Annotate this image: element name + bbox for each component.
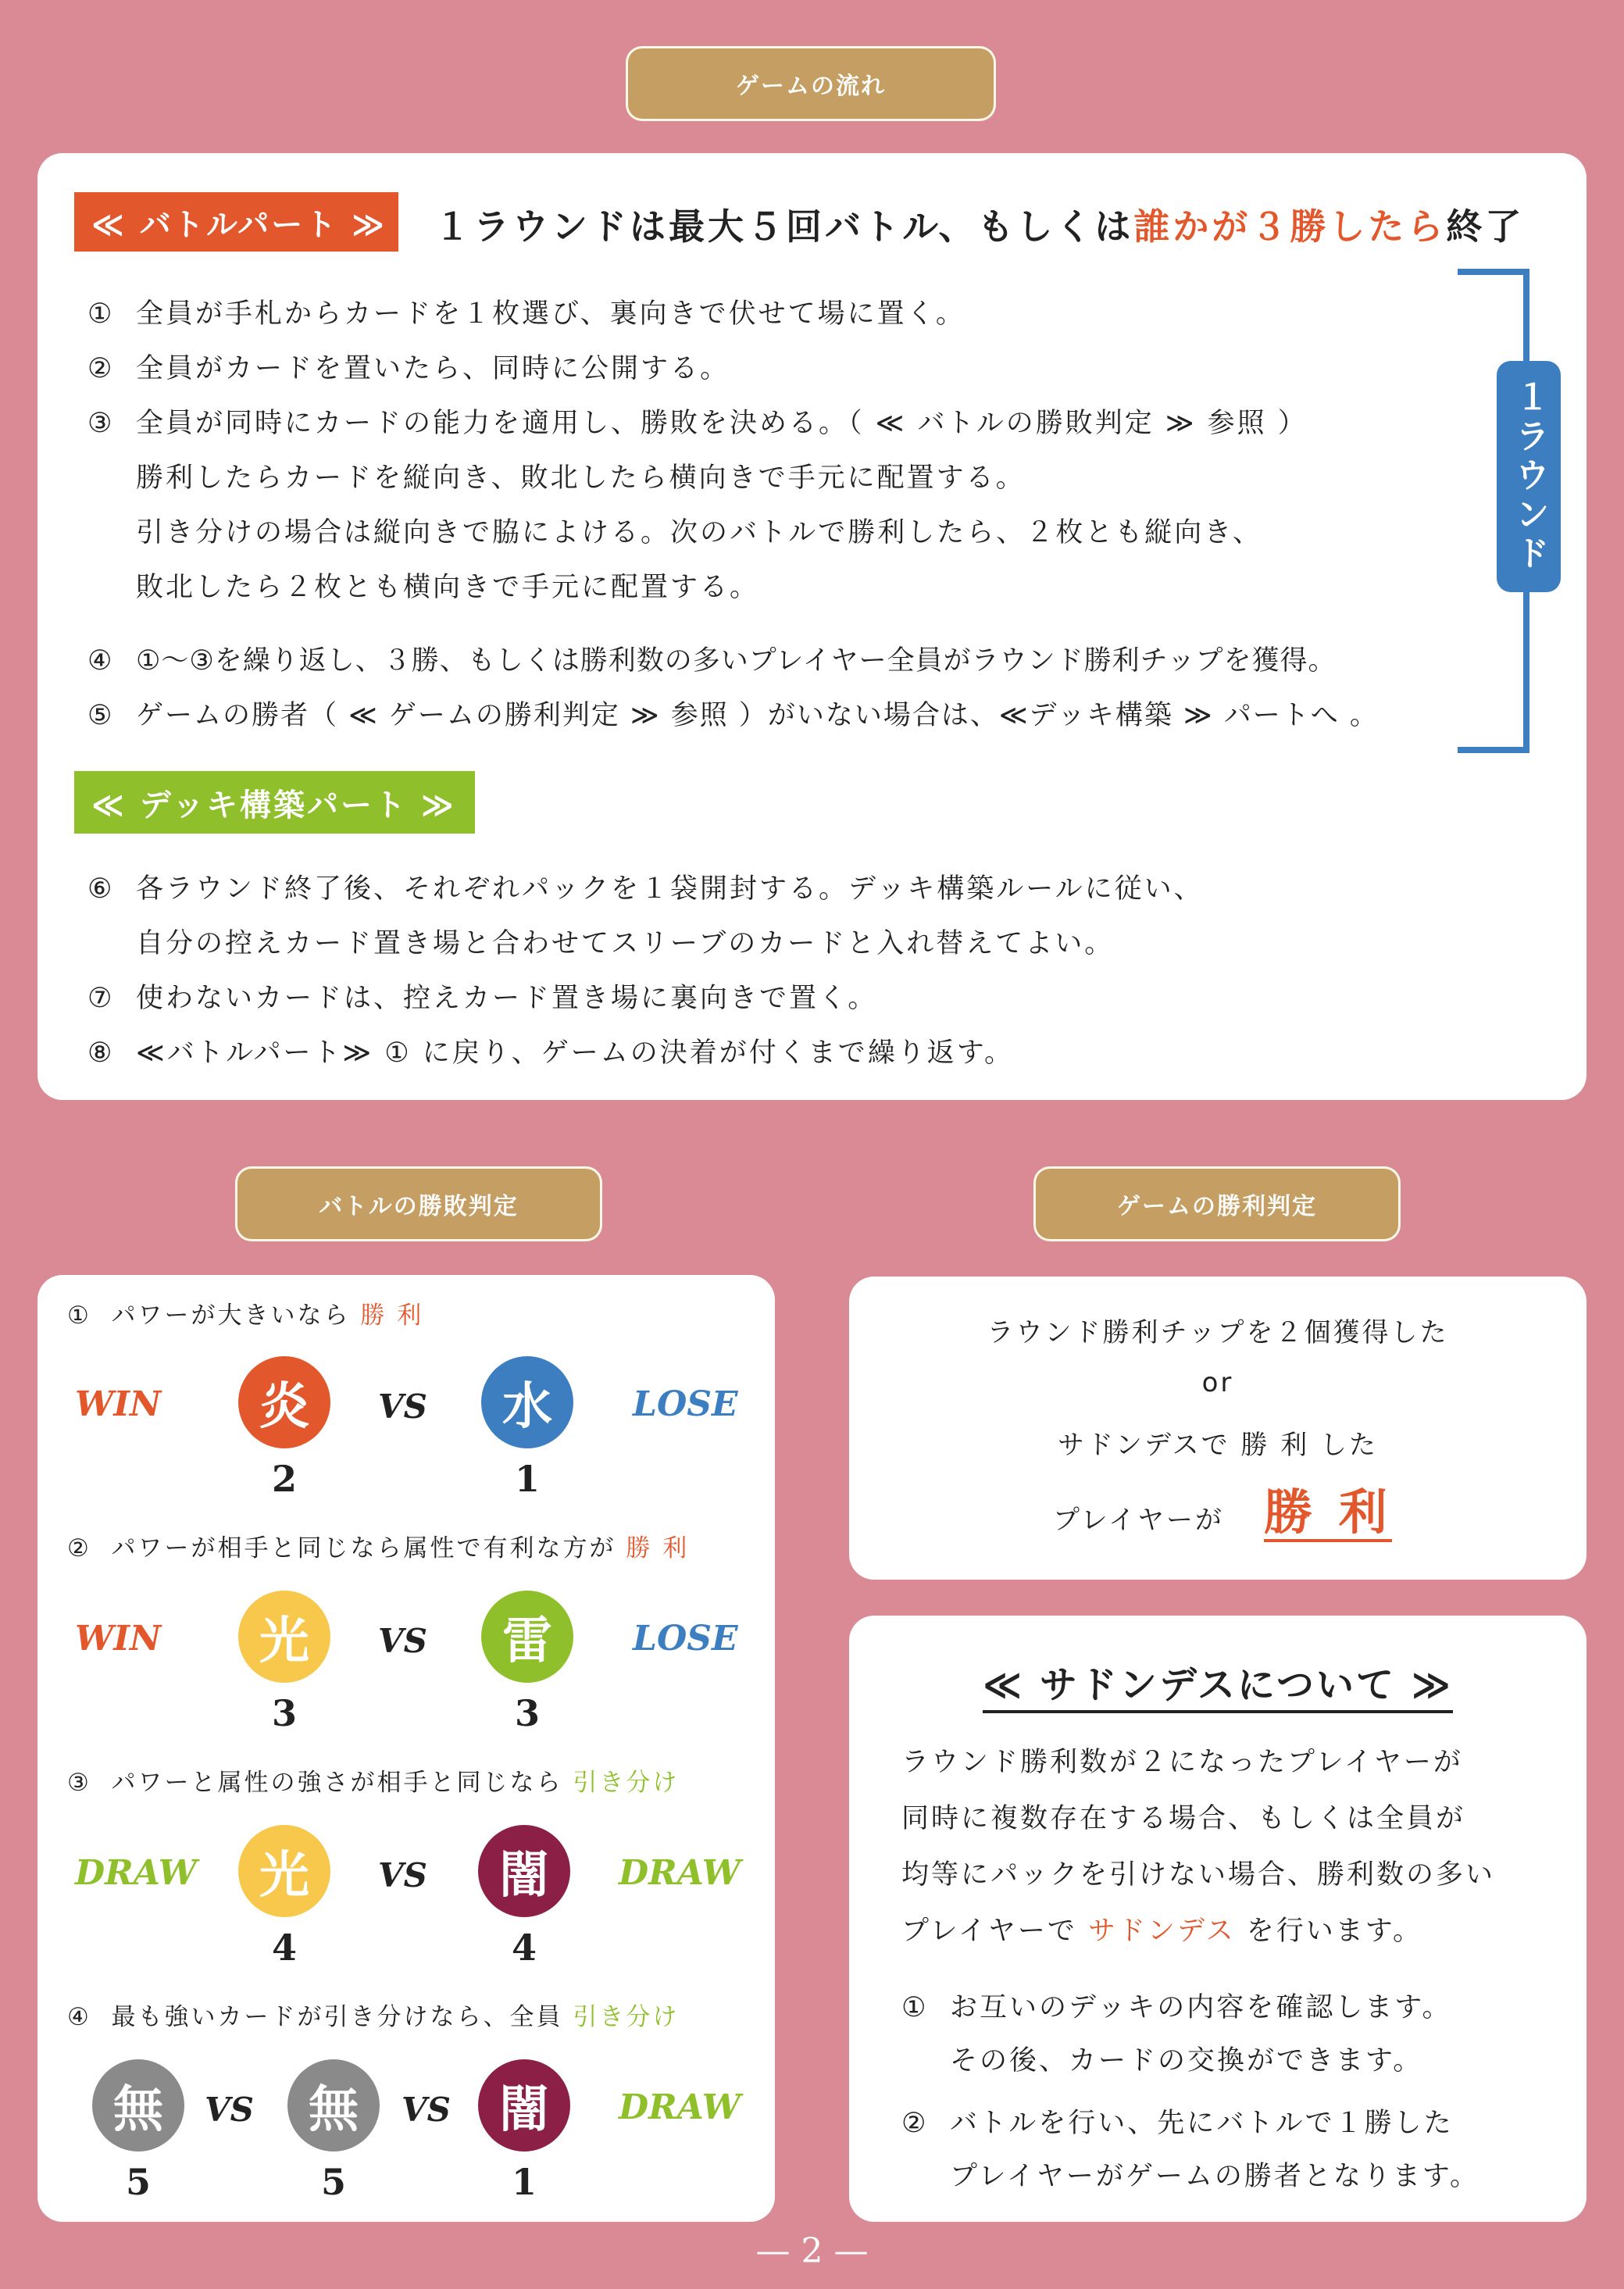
battle-part-header: ≪ バトルパート ≫ [74, 192, 398, 252]
para-before: プレイヤーで [901, 1916, 1077, 1947]
vs-label: VS [402, 2091, 451, 2129]
card-power: 3 [271, 1692, 297, 1734]
step-num: ③ [87, 408, 115, 439]
battle-judgement-tag: バトルの勝敗判定 [241, 1172, 597, 1236]
sudden-death-para-2: 同時に複数存在する場合、もしくは全員が [901, 1803, 1466, 1834]
page-number: — 2 — [755, 2231, 869, 2271]
step-text: 全員がカードを置いたら、同時に公開する。 [136, 353, 730, 384]
game-judgement-tag: ゲームの勝利判定 [1039, 1172, 1395, 1236]
rule-desc: パワーが大きいなら [111, 1302, 351, 1330]
step-num: ① [87, 298, 115, 330]
card-power: 1 [511, 2161, 537, 2203]
sudden-death-item-2 [901, 2102, 1454, 2141]
card-power: 5 [125, 2161, 151, 2203]
battle-step-1 [87, 292, 965, 331]
step-num: ⑧ [87, 1037, 115, 1069]
para-after: を行います。 [1246, 1916, 1422, 1947]
game-judgement-line1: ラウンド勝利チップを２個獲得した [987, 1317, 1449, 1348]
step-num: ④ [87, 645, 113, 677]
card-power: 5 [320, 2161, 346, 2203]
deck-step-6-line2 [87, 922, 1114, 961]
battle-step-4 [87, 639, 1337, 678]
step-num: ② [87, 353, 115, 384]
battle-step-3-line3 [87, 511, 1262, 550]
step-text: 全員が手札からカードを１枚選び、裏向きで伏せて場に置く。 [136, 298, 965, 330]
vs-label: VS [205, 2091, 254, 2129]
game-judgement-or: or [1201, 1367, 1234, 1398]
rule-result: 勝 利 [626, 1534, 690, 1562]
sudden-death-para-1: ラウンド勝利数が２になったプレイヤーが [901, 1747, 1463, 1778]
rule-4-text [67, 1997, 679, 2032]
headline-before: １ラウンドは最大５回バトル、もしくは [434, 205, 1134, 248]
step-text: 勝利したらカードを縦向き、敗北したら横向きで手元に配置する。 [136, 462, 1026, 494]
rule-1-right-result: LOSE [633, 1384, 738, 1424]
item-text: バトルを行い、先にバトルで１勝した [950, 2108, 1454, 2139]
step-num: ⑦ [87, 983, 115, 1014]
battle-part-headline [434, 198, 1524, 250]
none-icon: 無 [287, 2059, 380, 2152]
step-text: ①～③を繰り返し、３勝、もしくは勝利数の多いプレイヤー全員がラウンド勝利チップを獲得。 [136, 645, 1337, 677]
battle-step-5 [87, 694, 1379, 733]
deck-part-header: ≪ デッキ構築パート ≫ [74, 771, 475, 834]
none-icon: 無 [92, 2059, 184, 2152]
deck-step-8 [87, 1031, 1014, 1070]
sudden-death-item-1-line2: その後、カードの交換ができます。 [950, 2045, 1423, 2077]
vs-label: VS [378, 1856, 427, 1894]
item-num: ① [901, 1992, 929, 2023]
rule-desc: 最も強いカードが引き分けなら、全員 [111, 2003, 563, 2031]
card-power: 2 [271, 1458, 297, 1500]
vs-label: VS [378, 1387, 427, 1426]
game-judgement-line3: サドンデスで 勝 利 した [1057, 1430, 1379, 1461]
rule-num: ③ [67, 1769, 91, 1797]
rule-num: ④ [67, 2003, 91, 2031]
card-power: 4 [511, 1927, 537, 1969]
para-highlight: サドンデス [1088, 1916, 1236, 1947]
round-label: １ラウンド [1497, 361, 1561, 592]
card-power: 4 [271, 1927, 297, 1969]
item-num: ② [901, 2108, 929, 2139]
step-text: 引き分けの場合は縦向きで脇によける。次のバトルで勝利したら、２枚とも縦向き、 [136, 517, 1262, 548]
rule-1-text [67, 1295, 423, 1330]
rule-1-left-result: WIN [75, 1384, 162, 1424]
rule-2-text [67, 1528, 689, 1563]
sudden-death-item-1 [901, 1986, 1452, 2025]
step-text: ゲームの勝者（ ≪ ゲームの勝利判定 ≫ 参照 ）がいない場合は、≪デッキ構築 ≫ パートへ 。 [136, 700, 1379, 731]
game-judgement-line4: プレイヤーが [1053, 1505, 1224, 1536]
rule-desc: パワーが相手と同じなら属性で有利な方が [111, 1534, 616, 1562]
step-num: ⑤ [87, 700, 114, 731]
fire-icon: 炎 [238, 1356, 330, 1448]
rule-3-text [67, 1762, 679, 1798]
flow-tag: ゲームの流れ [631, 52, 990, 116]
sudden-death-title-text: ≪ サドンデスについて ≫ [983, 1663, 1453, 1713]
card-power: 1 [514, 1458, 540, 1500]
rule-3-right-result: DRAW [619, 1853, 741, 1893]
battle-step-3 [87, 402, 1308, 441]
rule-4-right-result: DRAW [619, 2087, 741, 2127]
rule-2-left-result: WIN [75, 1619, 162, 1659]
step-text: 全員が同時にカードの能力を適用し、勝敗を決める。（ ≪ バトルの勝敗判定 ≫ 参照 ） [136, 408, 1308, 439]
rule-2-right-result: LOSE [633, 1619, 738, 1659]
rule-num: ② [67, 1534, 91, 1562]
battle-step-3-line2 [87, 456, 1026, 495]
rule-result: 引き分け [573, 1769, 680, 1797]
step-text: 自分の控えカード置き場と合わせてスリーブのカードと入れ替えてよい。 [136, 928, 1115, 959]
rule-result: 勝 利 [360, 1302, 424, 1330]
deck-step-6 [87, 867, 1204, 906]
rule-3-left-result: DRAW [75, 1853, 198, 1893]
headline-after: 終了 [1446, 205, 1525, 248]
water-icon: 水 [481, 1356, 573, 1448]
step-text: ≪バトルパート≫ ① に戻り、ゲームの決着が付くまで繰り返す。 [136, 1037, 1014, 1069]
rule-num: ① [67, 1302, 91, 1330]
sudden-death-title [849, 1655, 1587, 1709]
step-text: 使わないカードは、控えカード置き場に裏向きで置く。 [136, 983, 878, 1014]
sudden-death-para-4 [901, 1909, 1422, 1948]
game-judgement-win: 勝 利 [1264, 1486, 1392, 1542]
battle-step-3-line4 [87, 566, 759, 605]
card-power: 3 [514, 1692, 540, 1734]
sudden-death-item-2-line2: プレイヤーがゲームの勝者となります。 [950, 2161, 1480, 2192]
step-text: 各ラウンド終了後、それぞれパックを１袋開封する。デッキ構築ルールに従い、 [136, 873, 1204, 905]
dark-icon: 闇 [478, 2059, 570, 2152]
light-icon: 光 [238, 1825, 330, 1917]
item-text: お互いのデッキの内容を確認します。 [950, 1992, 1452, 2023]
battle-step-2 [87, 347, 730, 386]
rule-desc: パワーと属性の強さが相手と同じなら [111, 1769, 563, 1797]
vs-label: VS [378, 1622, 427, 1660]
headline-highlight: 誰かが３勝したら [1133, 205, 1447, 248]
deck-step-7 [87, 977, 877, 1016]
thunder-icon: 雷 [481, 1591, 573, 1683]
dark-icon: 闇 [478, 1825, 570, 1917]
step-num: ⑥ [87, 873, 115, 905]
rule-result: 引き分け [573, 2003, 680, 2031]
light-icon: 光 [238, 1591, 330, 1683]
step-text: 敗北したら２枚とも横向きで手元に配置する。 [136, 572, 760, 603]
sudden-death-para-3: 均等にパックを引けない場合、勝利数の多い [901, 1859, 1496, 1891]
